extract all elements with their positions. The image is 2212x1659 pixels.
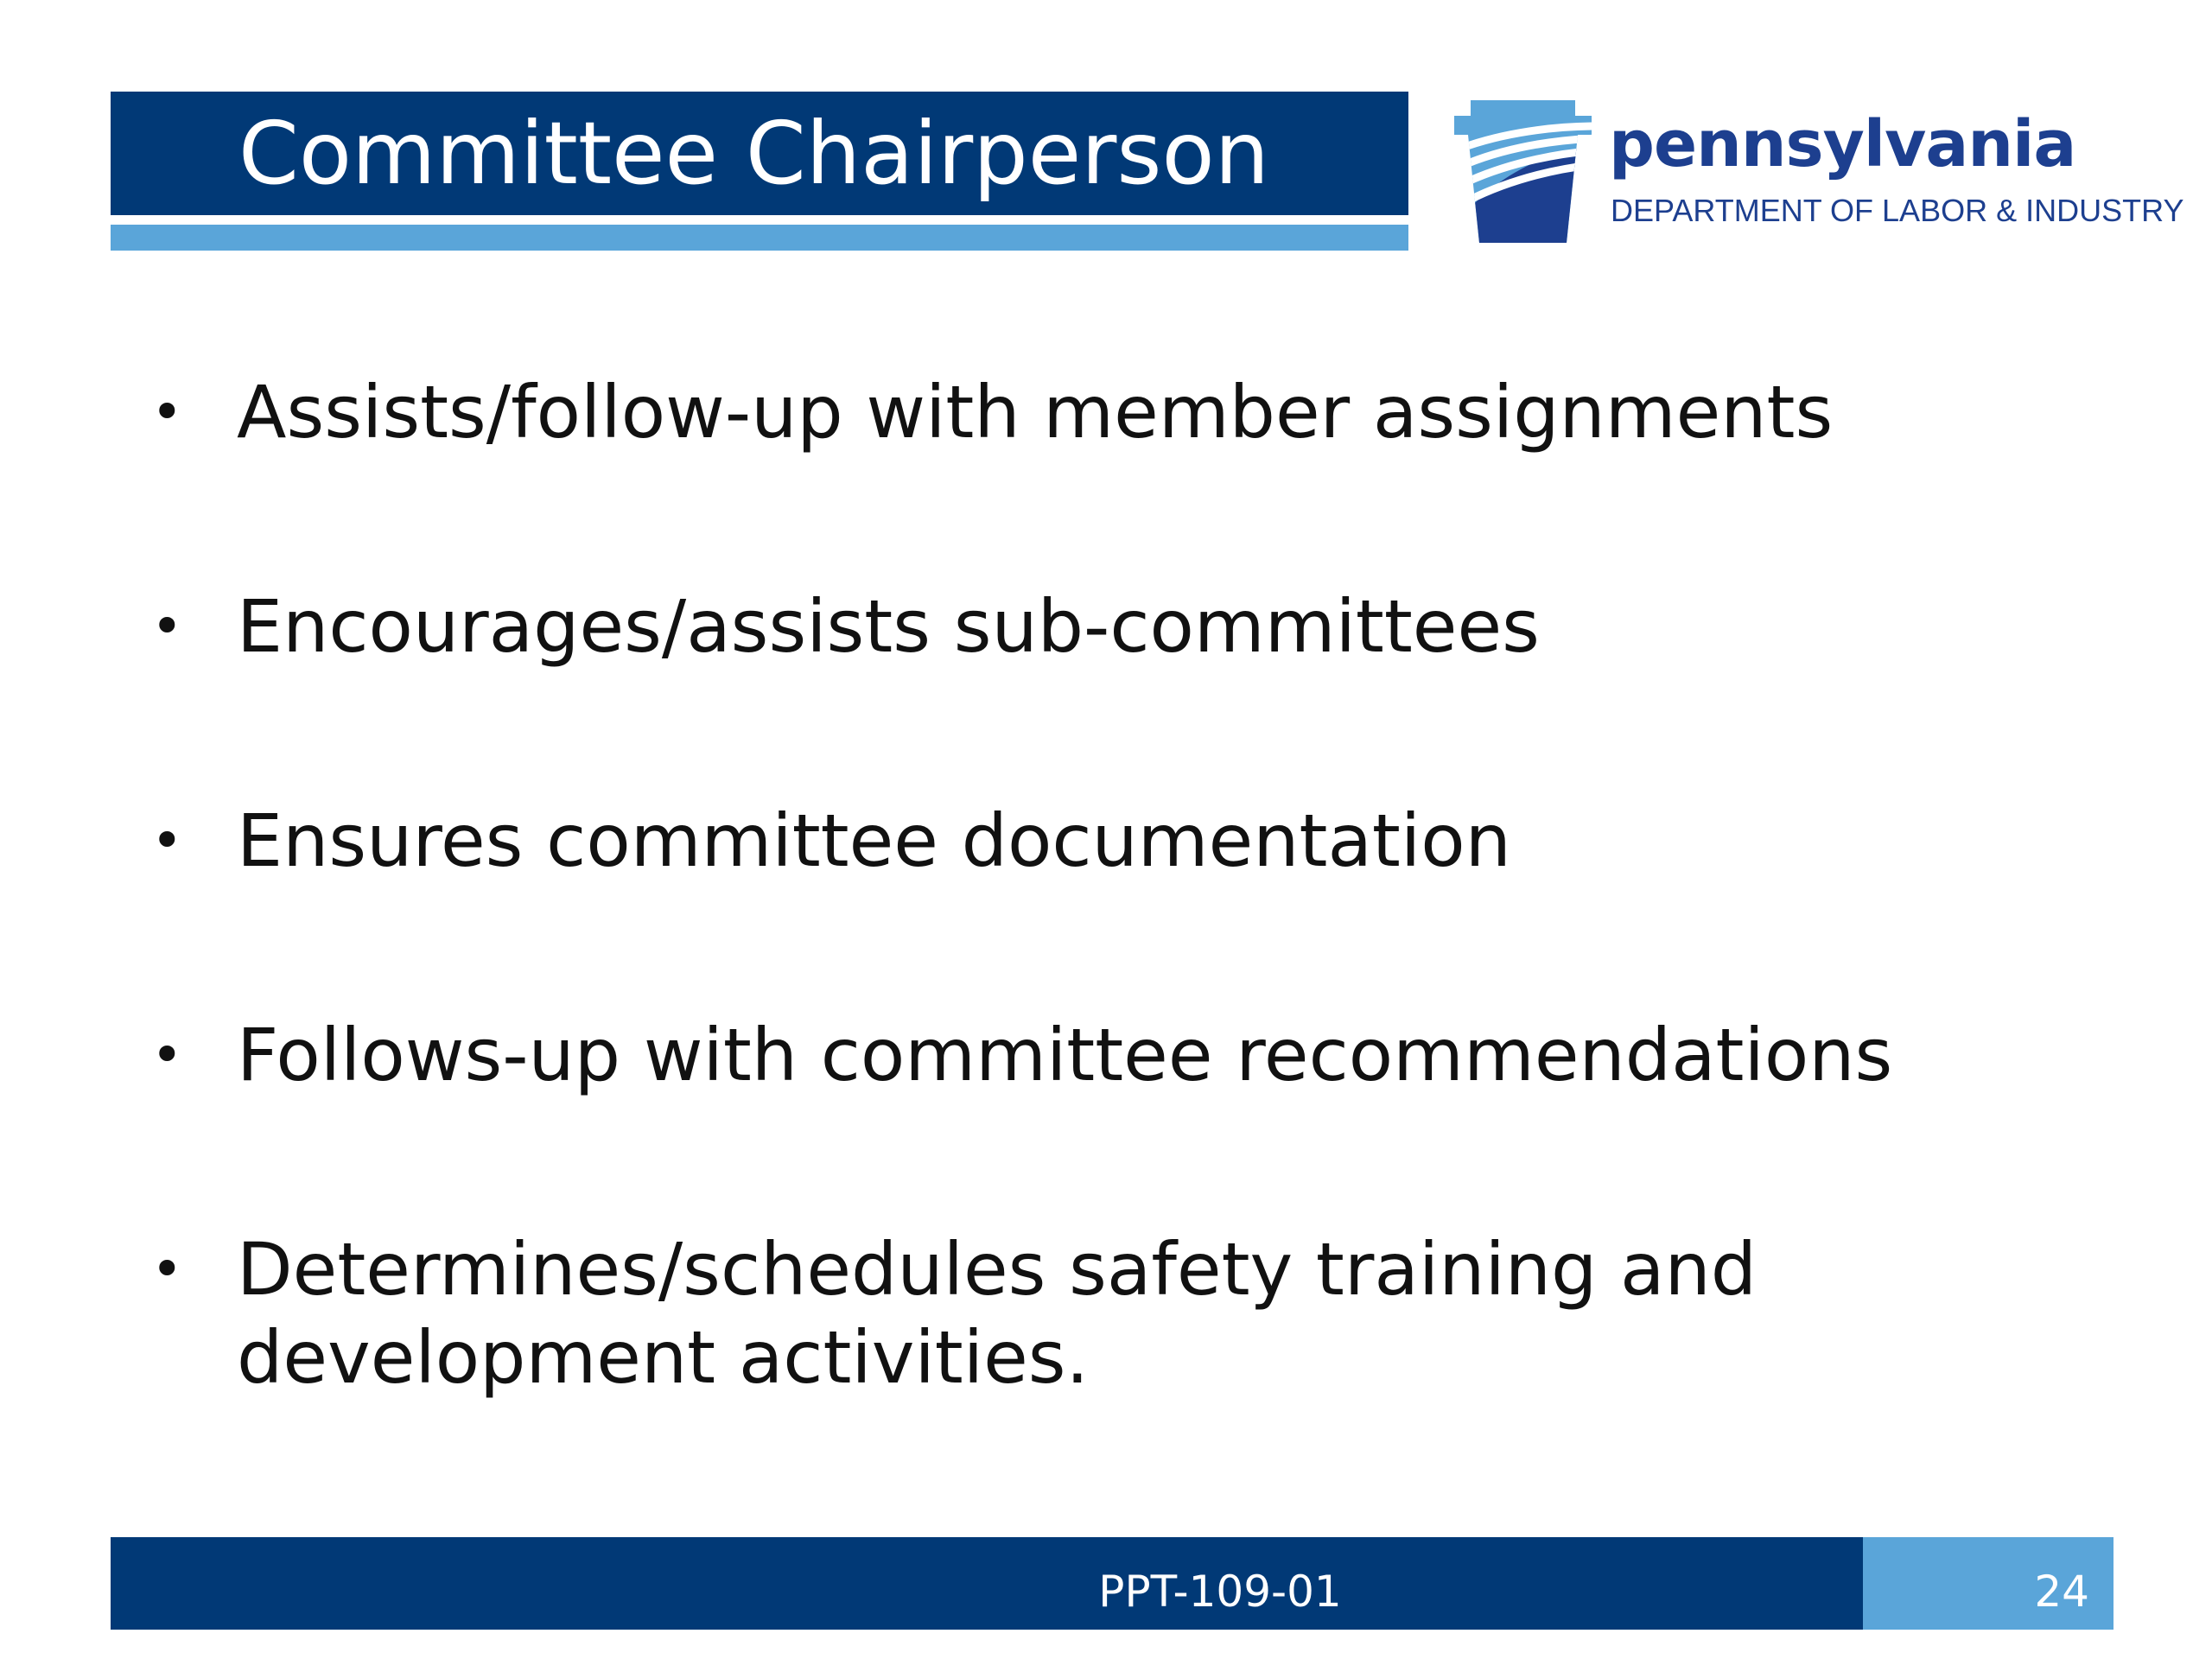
page-number-box [1863, 1537, 2113, 1630]
page-number: 24 [2034, 1567, 2089, 1617]
title-bar [111, 92, 1408, 215]
bullet-marker: • [151, 809, 183, 872]
slide-title: Committee Chairperson [238, 103, 1270, 204]
bullet-marker: • [151, 594, 183, 658]
keystone-icon [1452, 100, 1594, 243]
footer-bar [111, 1537, 1863, 1630]
bullet-text: Assists/follow-up with member assignments [237, 370, 1834, 454]
bullet-text: Encourages/assists sub-committees [237, 584, 1540, 669]
bullet-marker: • [151, 380, 183, 443]
pa-labor-industry-logo [1452, 100, 2184, 243]
logo-name: pennsylvania [1609, 107, 2076, 181]
title-underline [111, 225, 1408, 251]
bullet-marker: • [151, 1023, 183, 1086]
bullet-text: Determines/schedules safety training and development activities. [237, 1227, 1758, 1400]
logo-department: DEPARTMENT OF LABOR & INDUSTRY [1611, 193, 2184, 228]
bullet-marker: • [151, 1237, 183, 1300]
footer-code: PPT-109-01 [1098, 1567, 1342, 1617]
bullet-text: Ensures committee documentation [237, 798, 1511, 883]
bullet-text: Follows-up with committee recommendations [237, 1013, 1893, 1097]
